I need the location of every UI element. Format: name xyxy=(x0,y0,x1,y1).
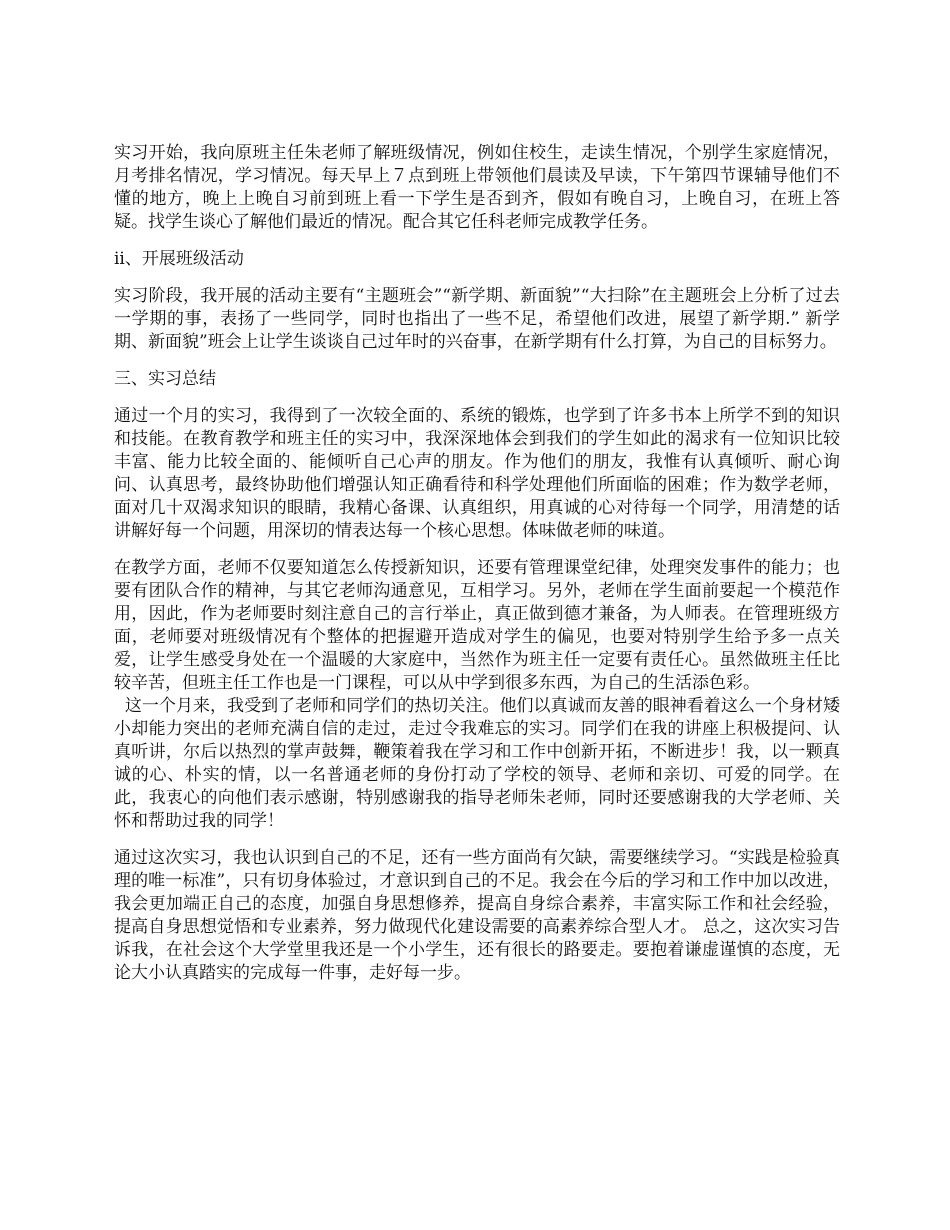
paragraph-gratitude: 这一个月来，我受到了老师和同学们的热切关注。他们以真诚而友善的眼神看着这么一个身材矮小却能力突出的老师充满自信的走过，走过令我难忘的实习。同学们在我的讲座上积极提问、认真听讲，尔后以热烈的掌声鼓舞，鞭策着我在学习和工作中创新开拓，不断进步！我，以一颗真诚的心、朴实的情，以一名普通老师的身份打动了学校的领导、老师和亲切、可爱的同学。在此，我衷心的向他们表示感谢，特别感谢我的指导老师朱老师，同时还要感谢我的大学老师、关怀和帮助过我的同学！ xyxy=(114,696,841,831)
paragraph-internship-start: 实习开始，我向原班主任朱老师了解班级情况，例如住校生，走读生情况，个别学生家庭情况，月考排名情况，学习情况。每天早上７点到班上带领他们晨读及早读，下午第四节课辅导他们不懂的地方，晚上上晚自习前到班上看一下学生是否到齐，假如有晚自习，上晚自习，在班上答疑。找学生谈心了解他们最近的情况。配合其它任科老师完成教学任务。 xyxy=(114,143,840,232)
paragraph-class-activities: 实习阶段，我开展的活动主要有“主题班会”“新学期、新面貌”“大扫除”在主题班会上分析了过去一学期的事，表扬了一些同学，同时也指出了一些不足，希望他们改进，展望了新学期.” 新学期、新面貌”班会上让学生谈谈自己过年时的兴奋事，在新学期有什么打算，为自己的目标努力。 xyxy=(114,286,840,352)
paragraph-summary-overview: 通过一个月的实习，我得到了一次较全面的、系统的锻炼，也学到了许多书本上所学不到的知识和技能。在教育教学和班主任的实习中，我深深地体会到我们的学生如此的渴求有一位知识比较丰富、能力比较全面的、能倾听自己心声的朋友。作为他们的朋友，我惟有认真倾听、耐心询问、认真思考，最终协助他们增强认知正确看待和科学处理他们所面临的困难；作为数学老师，面对几十双渴求知识的眼睛，我精心备课、认真组织，用真诚的心对待每一个同学，用清楚的话讲解好每一个问题，用深切的情表达每一个核心思想。体味做老师的味道。 xyxy=(114,406,840,541)
document-body xyxy=(114,142,840,985)
section-heading-internship-summary: 三、实习总结 xyxy=(114,369,216,389)
section-heading-class-activities: ii、开展班级活动 xyxy=(114,249,244,269)
paragraph-reflection: 通过这次实习，我也认识到自己的不足，还有一些方面尚有欠缺，需要继续学习。“实践是检验真理的唯一标准”，只有切身体验过，才意识到自己的不足。我会在今后的学习和工作中加以改进，我会更加端正自己的态度，加强自身思想修养，提高自身综合素养，丰富实际工作和社会经验，提高自身思想觉悟和专业素养，努力做现代化建设需要的高素养综合型人才。 总之，这次实习告诉我，在社会这个大学堂里我还是一个小学生，还有很长的路要走。要抱着谦虚谨慎的态度，无论大小认真踏实的完成每一件事，走好每一步。 xyxy=(114,848,840,983)
paragraph-teaching-aspects: 在教学方面，老师不仅要知道怎么传授新知识，还要有管理课堂纪律，处理突发事件的能力；也要有团队合作的精神，与其它老师沟通意见，互相学习。另外，老师在学生面前要起一个模范作用，因此，作为老师要时刻注意自己的言行举止，真正做到德才兼备，为人师表。在管理班级方面，老师要对班级情况有个整体的把握避开造成对学生的偏见，也要对特别学生给予多一点关爱，让学生感受身处在一个温暖的大家庭中，当然作为班主任一定要有责任心。虽然做班主任比较辛苦，但班主任工作也是一门课程，可以从中学到很多东西，为自己的生活添色彩。 xyxy=(114,558,840,693)
